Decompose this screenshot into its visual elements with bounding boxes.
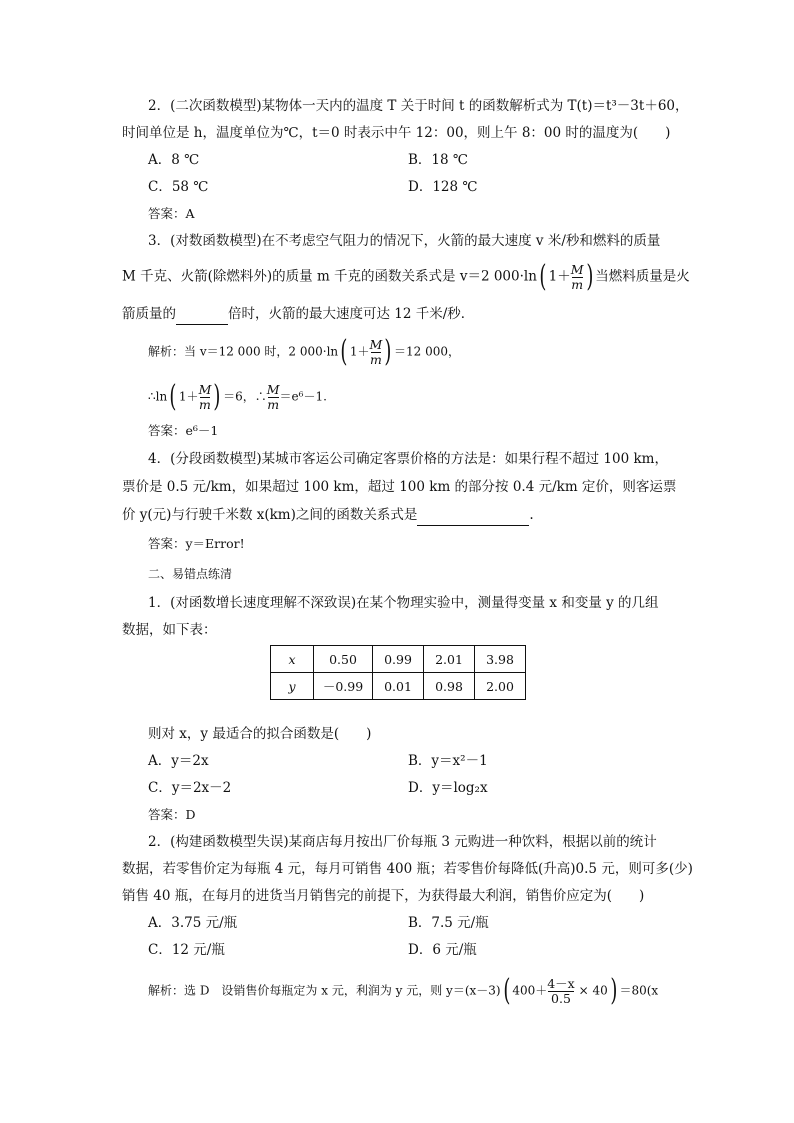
q2-stem-line2: 时间单位是 h，温度单位为℃，t＝0 时表示中午 12：00，则上午 8：00 时的温度为( ) [122, 125, 671, 141]
s2-q1-stem-line2: 数据，如下表： [122, 622, 217, 638]
q2-stem-line1: 2．(二次函数模型)某物体一天内的温度 T 关于时间 t 的函数解析式为 T(t)＝t³－3t＋60， [148, 98, 689, 114]
s2-q2-option-a: A．3.75 元/瓶 [148, 915, 238, 931]
q3-stem-line3: 箭质量的 倍时，火箭的最大速度可达 12 千米/秒． [122, 304, 474, 325]
s2-q2-option-d: D．6 元/瓶 [408, 942, 477, 958]
q4-stem-line3: 价 y(元)与行驶千米数 x(km)之间的函数关系式是 . [122, 505, 534, 526]
table-cell: 0.50 [314, 646, 373, 673]
s2-q1-option-c: C．y＝2x－2 [148, 780, 232, 796]
q3-stem-line2: M 千克、火箭(除燃料外)的质量 m 千克的函数关系式是 v＝2 000·ln( 1＋ $\frac{M}{m}$ ) 当燃料质量是火 [122, 259, 690, 294]
q2-option-b: B．18 ℃ [408, 152, 468, 168]
s2-q1-option-a: A．y＝2x [148, 753, 209, 769]
s2-q2-stem-line1: 2．(构建函数模型失误)某商店每月按出厂价每瓶 3 元购进一种饮料，根据以前的统计 [148, 834, 657, 850]
table-row [271, 673, 526, 700]
s2-q2-fraction: $\frac{4-x}{0.5}$ [547, 975, 575, 1006]
q4-answer-blank [417, 505, 529, 526]
s2-q2-option-c: C．12 元/瓶 [148, 942, 225, 958]
table-cell: 2.01 [424, 646, 475, 673]
section-title: 二、易错点练清 [148, 567, 233, 581]
q4-stem-line1: 4．(分段函数模型)某城市客运公司确定客票价格的方法是：如果行程不超过 100 km， [148, 451, 668, 467]
q2-option-d: D．128 ℃ [408, 179, 478, 195]
q3-answer-blank [176, 304, 228, 325]
s2-q2-stem-line2: 数据，若零售价定为每瓶 4 元，每月可销售 400 瓶；若零售价每降低(升高)0.5 元，则可多(少) [122, 861, 693, 877]
q2-option-c: C．58 ℃ [148, 179, 209, 195]
table-cell: －0.99 [314, 673, 373, 700]
s2-q1-stem-line1: 1．(对函数增长速度理解不深致误)在某个物理实验中，测量得变量 x 和变量 y 的几组 [148, 595, 659, 611]
s2-q1-answer: 答案：D [148, 807, 196, 822]
q3-line2-post: 当燃料质量是火 [595, 268, 690, 285]
table-cell: y [271, 673, 314, 700]
table-cell: 3.98 [475, 646, 526, 673]
q4-answer: 答案：y＝Error! [148, 536, 245, 551]
table-cell: x [271, 646, 314, 673]
q3-answer: 答案：e⁶－1 [148, 423, 219, 438]
s2-q1-option-d: D．y＝log₂x [408, 780, 488, 796]
s2-q2-stem-line3: 销售 40 瓶，在每月的进货当月销售完的前提下，为获得最大利润，销售价应定为( ) [122, 888, 645, 904]
q3-fraction-M-over-m: $\frac{M}{m}$ [570, 261, 584, 292]
s2-q1-option-b: B．y＝x²－1 [408, 753, 488, 769]
data-table [270, 645, 526, 700]
s2-q2-solution: 解析：选 D 设销售价每瓶定为 x 元，利润为 y 元，则 y＝(x－3)( 400＋ $\frac{4-x}{0.5}$ × 40) ＝80(x [148, 973, 659, 1008]
table-row [271, 646, 526, 673]
q3-solution-line2: ∴ln( 1＋ $\frac{M}{m}$ ) ＝6，∴ $\frac{M}{m}$ ＝e⁶－1. [148, 379, 327, 414]
table-cell: 0.01 [373, 673, 424, 700]
q2-option-a: A．8 ℃ [148, 152, 200, 168]
table-cell: 0.98 [424, 673, 475, 700]
q4-stem-line2: 票价是 0.5 元/km，如果超过 100 km，超过 100 km 的部分按 0.4 元/km 定价，则客运票 [122, 479, 677, 495]
s2-q1-stem-line3: 则对 x，y 最适合的拟合函数是( ) [148, 726, 372, 742]
q2-answer: 答案：A [148, 206, 195, 221]
s2-q2-option-b: B．7.5 元/瓶 [408, 915, 489, 931]
table-cell: 2.00 [475, 673, 526, 700]
q3-line2-pre: M 千克、火箭(除燃料外)的质量 m 千克的函数关系式是 v＝2 000·ln [122, 268, 537, 285]
q3-solution-line1: 解析：当 v＝12 000 时，2 000·ln( 1＋ $\frac{M}{m}$ ) ＝12 000， [148, 334, 461, 369]
table-cell: 0.99 [373, 646, 424, 673]
q3-stem-line1: 3．(对数函数模型)在不考虑空气阻力的情况下，火箭的最大速度 v 米/秒和燃料的质量 [148, 233, 661, 249]
